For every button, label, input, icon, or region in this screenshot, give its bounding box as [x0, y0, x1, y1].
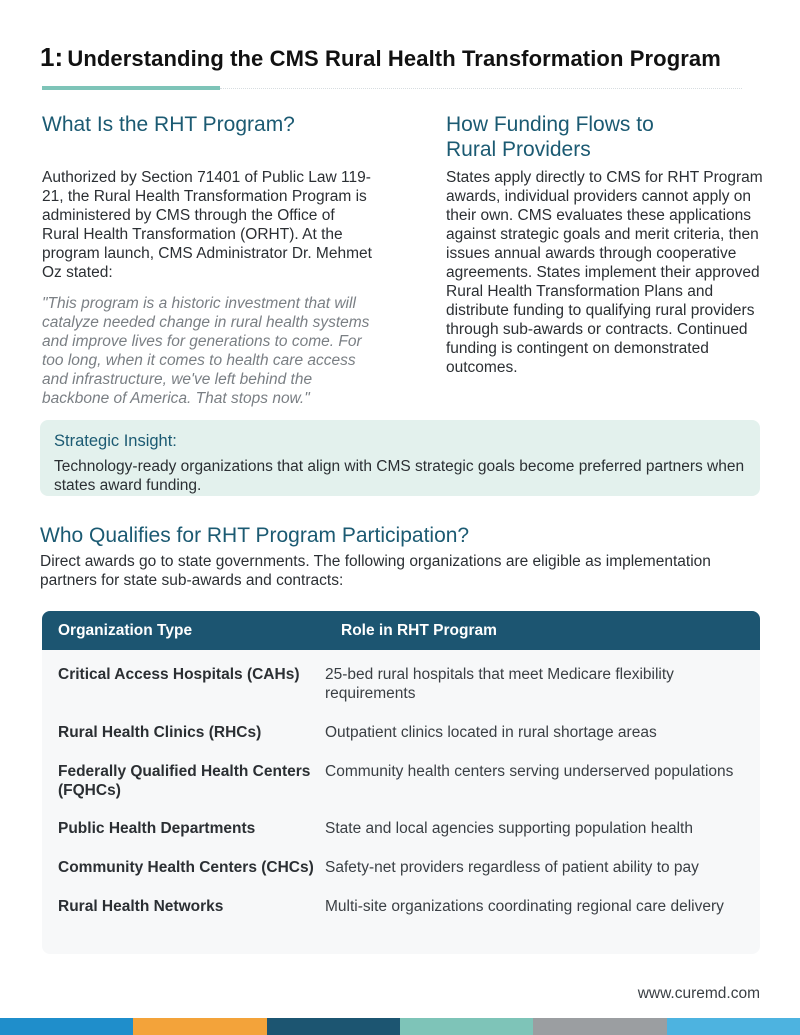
table-row [42, 858, 760, 877]
table-header [42, 611, 760, 650]
color-bar-segment [400, 1018, 533, 1035]
qualify-heading: Who Qualifies for RHT Program Participation? [40, 524, 470, 547]
page-header [40, 42, 740, 73]
insight-label: Strategic Insight: [54, 432, 177, 450]
org-type-cell: Federally Qualified Health Centers (FQHCs) [58, 763, 311, 799]
color-bar-segment [133, 1018, 266, 1035]
rht-program-body: Authorized by Section 71401 of Public Law 119-21, the Rural Health Transformation Program is administered by CMS through the Office of Rural Health Transformation (ORHT). At the program launch, CMS Administrator Dr. Mehmet Oz stated: [42, 169, 372, 281]
insight-text: Technology-ready organizations that align with CMS strategic goals become preferred partners when states award funding. [54, 458, 745, 494]
org-type-cell: Community Health Centers (CHCs) [58, 859, 314, 876]
rht-program-section [42, 112, 372, 424]
org-type-cell: Rural Health Networks [58, 898, 224, 915]
role-cell: Community health centers serving underserved populations [325, 763, 734, 780]
header-organization-type: Organization Type [58, 621, 193, 639]
funding-flow-heading [446, 112, 766, 162]
rht-program-heading: What Is the RHT Program? [42, 113, 295, 136]
section-number: 1: [40, 42, 64, 72]
table-row [42, 665, 760, 703]
funding-flow-section [446, 112, 766, 377]
table-row [42, 819, 760, 838]
strategic-insight-callout [40, 420, 760, 496]
funding-heading-line2: Rural Providers [446, 138, 591, 161]
title-divider [42, 86, 742, 90]
eligibility-table [42, 611, 760, 954]
role-cell: Safety-net providers regardless of patient ability to pay [325, 859, 699, 876]
org-type-cell: Public Health Departments [58, 820, 256, 837]
qualify-intro: Direct awards go to state governments. The following organizations are eligible as implementation partners for state sub-awards and contracts: [40, 553, 711, 589]
role-cell: State and local agencies supporting population health [325, 820, 693, 837]
divider-dotted-line [220, 88, 742, 89]
table-row [42, 897, 760, 916]
title-text: Understanding the CMS Rural Health Transformation Program [67, 46, 721, 71]
administrator-quote: "This program is a historic investment that will catalyze needed change in rural health systems and improve lives for generations to come. For too long, when it comes to health care access and infrastructure, we've left behind the backbone of America. That stops now." [42, 295, 370, 407]
header-role: Role in RHT Program [341, 621, 497, 639]
qualify-section [40, 522, 760, 590]
footer-website-link[interactable]: www.curemd.com [637, 985, 760, 1002]
role-cell: 25-bed rural hospitals that meet Medicare flexibility requirements [325, 666, 674, 702]
page-title [40, 42, 740, 73]
role-cell: Outpatient clinics located in rural shortage areas [325, 724, 657, 741]
color-bar-segment [533, 1018, 666, 1035]
role-cell: Multi-site organizations coordinating regional care delivery [325, 898, 724, 915]
table-row [42, 762, 760, 800]
color-bar-segment [667, 1018, 800, 1035]
org-type-cell: Rural Health Clinics (RHCs) [58, 724, 262, 741]
funding-flow-body: States apply directly to CMS for RHT Program awards, individual providers cannot apply on their own. CMS evaluates these applications against strategic goals and merit criteria, then issues annual awards through cooperative agreements. States implement their approved Rural Health Transformation Plans and distribute funding to qualifying rural providers through sub-awards or contracts. Continued funding is contingent on demonstrated outcomes. [446, 169, 763, 376]
org-type-cell: Critical Access Hospitals (CAHs) [58, 666, 300, 683]
footer-color-bar [0, 1018, 800, 1035]
table-row [42, 723, 760, 742]
color-bar-segment [267, 1018, 400, 1035]
color-bar-segment [0, 1018, 133, 1035]
divider-accent [42, 86, 220, 90]
funding-heading-line1: How Funding Flows to [446, 113, 654, 136]
